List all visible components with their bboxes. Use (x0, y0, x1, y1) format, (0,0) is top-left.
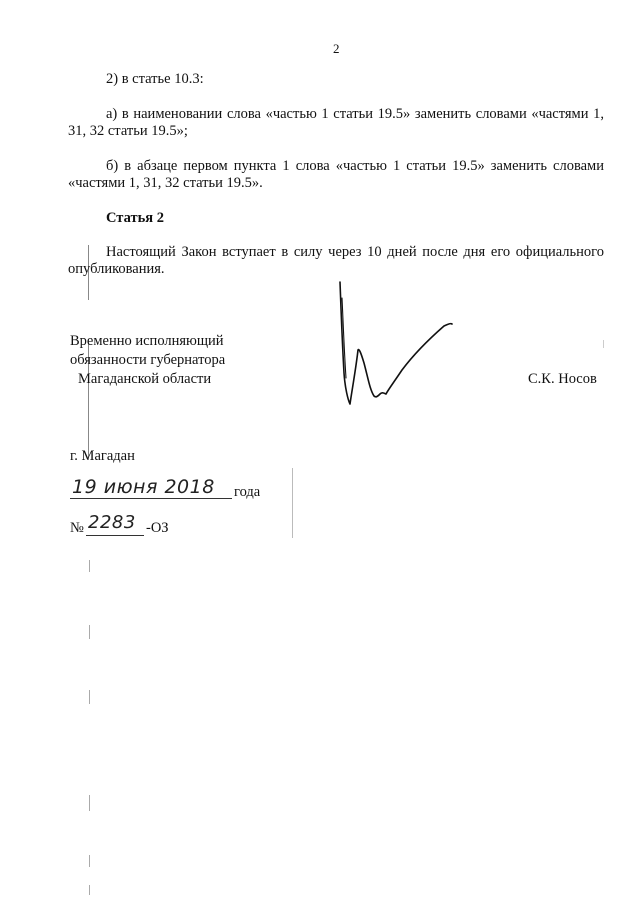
scan-artifact-dot (89, 625, 90, 639)
scan-artifact-dot (89, 560, 90, 572)
scan-artifact-dot (89, 795, 90, 811)
number-handwritten: 2283 (88, 512, 136, 533)
scan-artifact-dot (292, 468, 293, 538)
article-text: Настоящий Закон вступает в силу через 10 дней после дня его официального опубликования. (68, 244, 604, 277)
date-handwritten: 19 июня 2018 (72, 476, 215, 498)
item-2: 2) в статье 10.3: (106, 71, 204, 87)
date-suffix: года (234, 484, 261, 500)
number-field (86, 512, 144, 536)
scan-artifact-dot (89, 885, 90, 895)
place-of-signing: г. Магадан (70, 448, 135, 464)
item-a: а) в наименовании слова «частью 1 статьи 19.5» заменить словами «частями 1, 31, 32 статьи 19.5»; (68, 106, 604, 139)
item-b: б) в абзаце первом пункта 1 слова «частью 1 статьи 19.5» заменить словами «частями 1, 31, 32 статьи 19.5». (68, 158, 604, 191)
number-suffix: -ОЗ (146, 520, 169, 536)
signatory-position-line3: Магаданской области (78, 371, 212, 387)
number-sign: № (70, 520, 84, 536)
signatory-name: С.К. Носов (528, 371, 597, 387)
scan-artifact-dot (89, 855, 90, 867)
number-underline (86, 535, 144, 536)
date-underline (70, 498, 232, 499)
date-field (70, 476, 232, 500)
handwritten-signature (328, 278, 458, 413)
page-number: 2 (333, 41, 340, 56)
scan-artifact-dot (603, 340, 604, 348)
signatory-position-line1: Временно исполняющий (70, 333, 224, 349)
signatory-position-line2: обязанности губернатора (70, 352, 226, 368)
scan-artifact-dot (89, 690, 90, 704)
article-heading: Статья 2 (106, 210, 164, 226)
